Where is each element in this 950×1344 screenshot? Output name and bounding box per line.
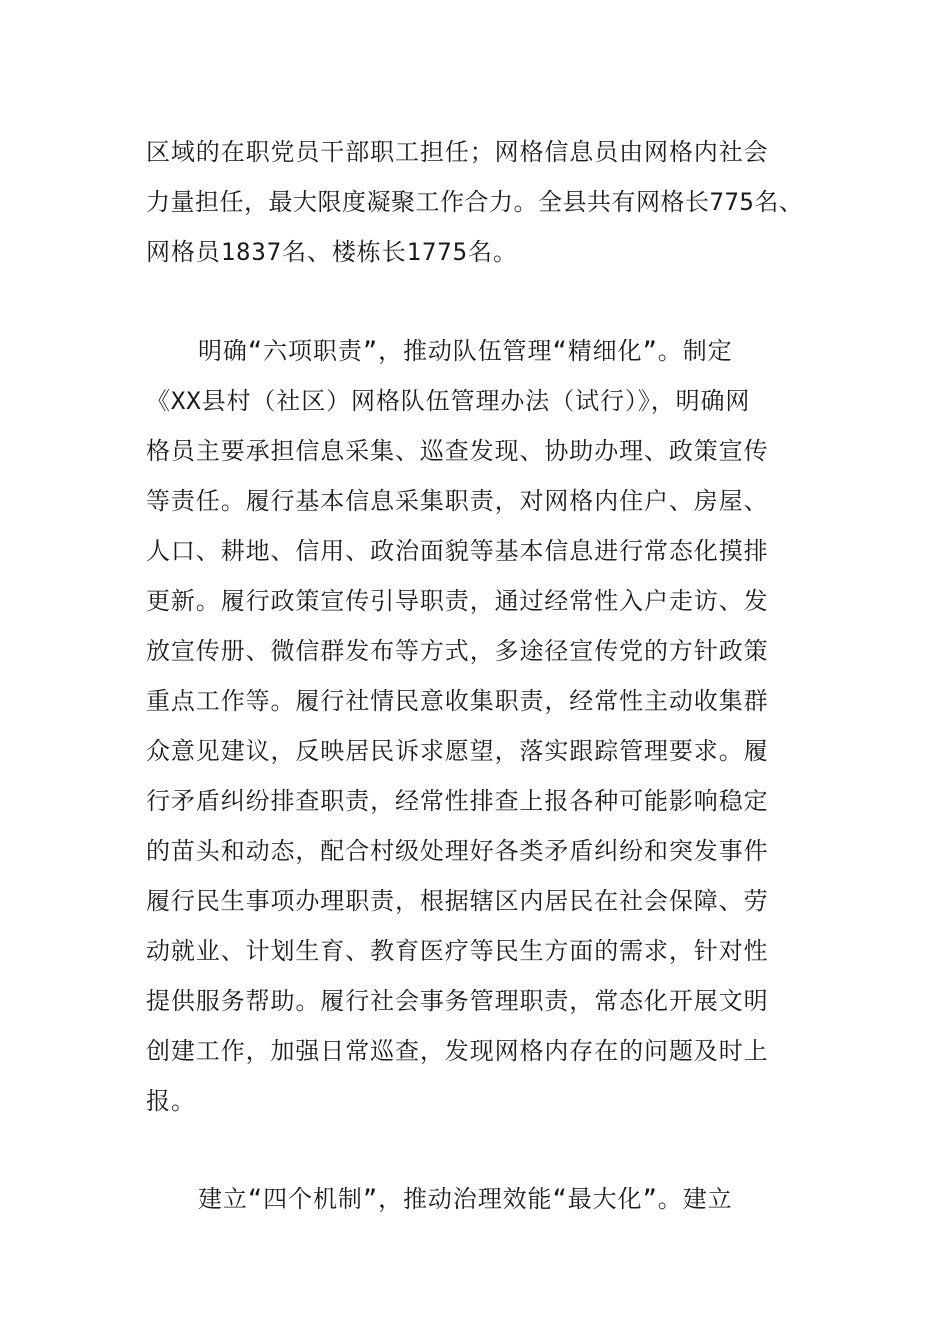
- text-line: 动就业、计划生育、教育医疗等民生方面的需求，针对性: [146, 937, 769, 965]
- text-line: 重点工作等。履行社情民意收集职责，经常性主动收集群: [146, 687, 769, 715]
- text-line: 的苗头和动态，配合村级处理好各类矛盾纠纷和突发事件: [146, 837, 769, 865]
- text-line: 提供服务帮助。履行社会事务管理职责，常态化开展文明: [146, 987, 769, 1015]
- text-line: 报。: [146, 1087, 196, 1115]
- paragraph-first-line: 明确“六项职责”，推动队伍管理“精细化”。制定: [198, 337, 733, 365]
- text-line: 格员主要承担信息采集、巡查发现、协助办理、政策宣传: [146, 437, 769, 465]
- text-line: 等责任。履行基本信息采集职责，对网格内住户、房屋、: [146, 487, 769, 515]
- text-line: 网格员1837名、楼栋长1775名。: [146, 238, 518, 266]
- text-line: 人口、耕地、信用、政治面貌等基本信息进行常态化摸排: [146, 537, 769, 565]
- text-line: 力量担任，最大限度凝聚工作合力。全县共有网格长775名、: [146, 188, 804, 216]
- text-line: 履行民生事项办理职责，根据辖区内居民在社会保障、劳: [146, 887, 769, 915]
- text-line: 区域的在职党员干部职工担任；网格信息员由网格内社会: [146, 138, 769, 166]
- paragraph-first-line: 建立“四个机制”，推动治理效能“最大化”。建立: [198, 1185, 733, 1213]
- text-line: 放宣传册、微信群发布等方式，多途径宣传党的方针政策: [146, 637, 769, 665]
- text-line: 更新。履行政策宣传引导职责，通过经常性入户走访、发: [146, 587, 769, 615]
- text-line: 创建工作，加强日常巡查，发现网格内存在的问题及时上: [146, 1037, 769, 1065]
- text-line: 行矛盾纠纷排查职责，经常性排查上报各种可能影响稳定: [146, 787, 769, 815]
- text-line: 众意见建议，反映居民诉求愿望，落实跟踪管理要求。履: [146, 737, 769, 765]
- text-line: 《XX县村（社区）网格队伍管理办法（试行）》，明确网: [146, 387, 751, 415]
